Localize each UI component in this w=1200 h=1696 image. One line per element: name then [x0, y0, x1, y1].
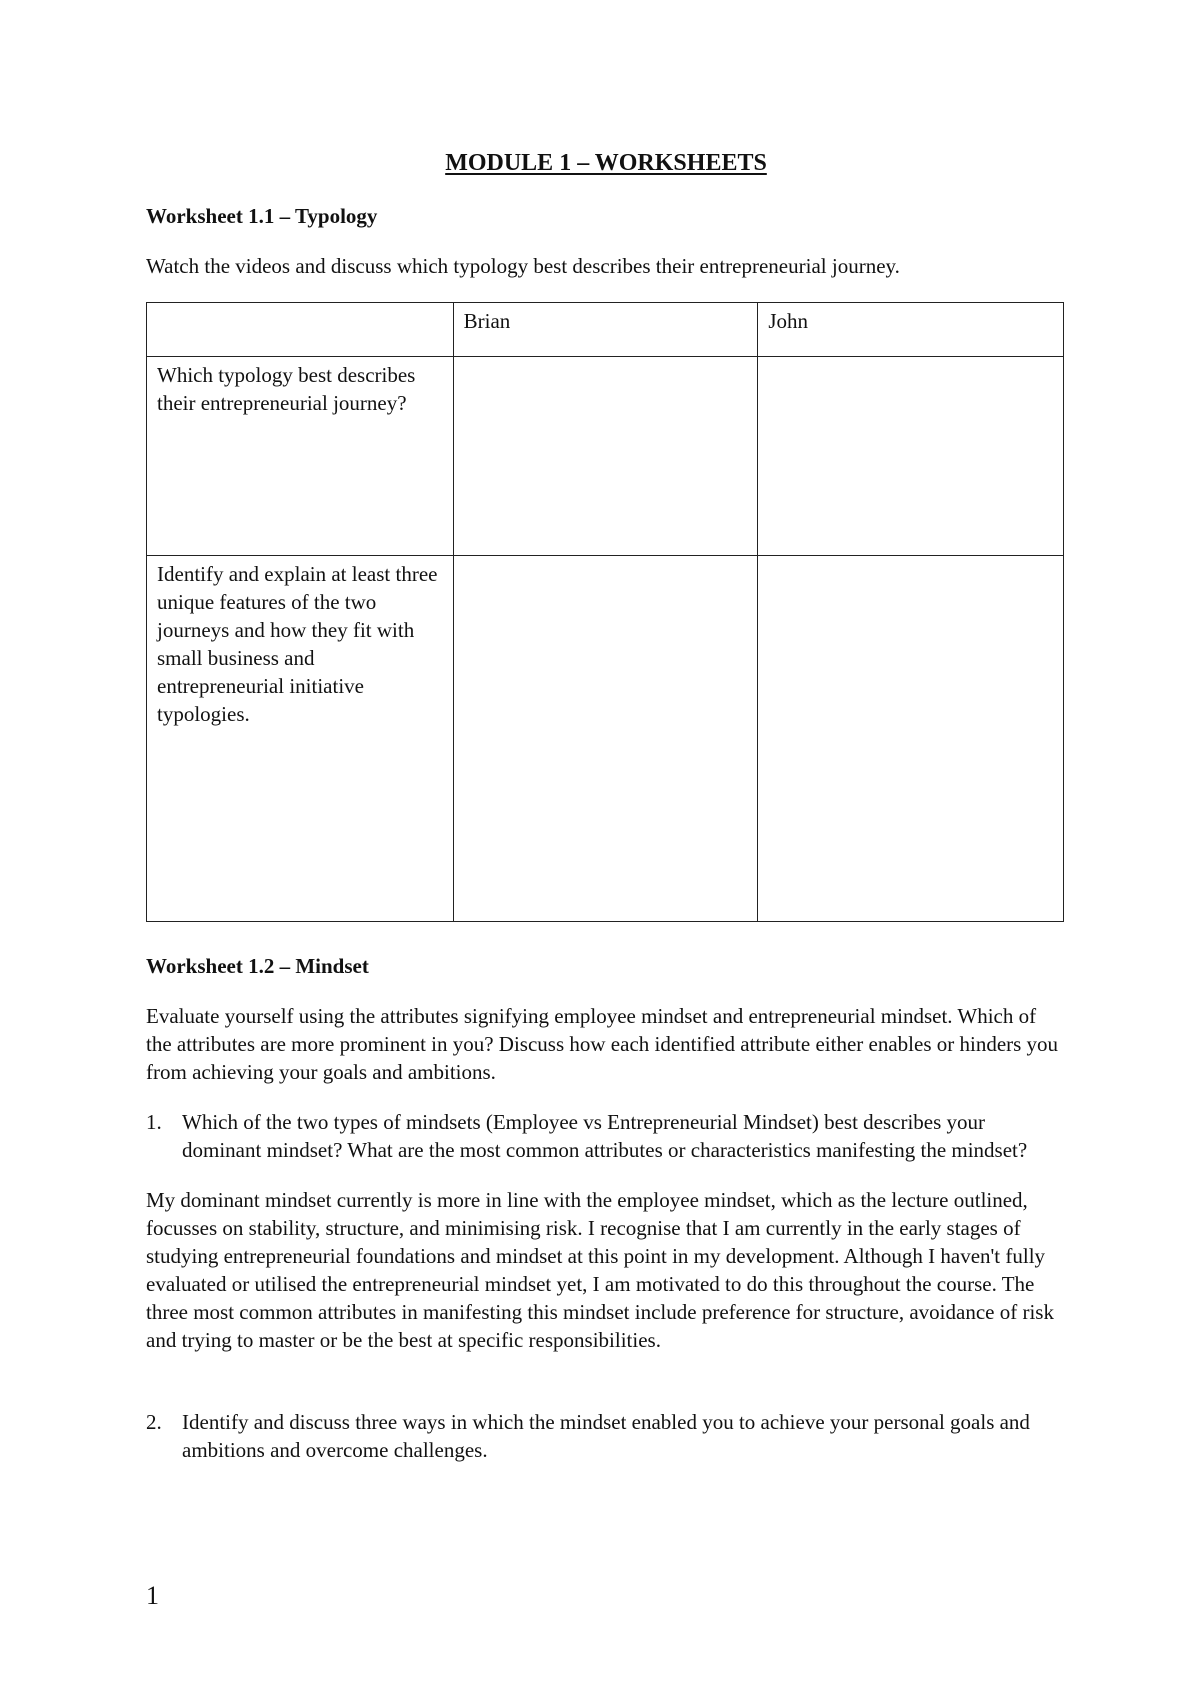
answer-cell-john-features[interactable]	[758, 556, 1064, 922]
table-row	[147, 357, 1064, 556]
header-cell-john: John	[758, 303, 1064, 357]
page-number: 1	[146, 1581, 159, 1610]
question-cell-typology: Which typology best describes their entrepreneurial journey?	[147, 357, 454, 556]
question-number: 1.	[146, 1110, 162, 1134]
header-cell-brian: Brian	[453, 303, 758, 357]
worksheet-1-1-instruction: Watch the videos and discuss which typology best describes their entrepreneurial journey.	[146, 254, 900, 278]
worksheet-1-1-heading: Worksheet 1.1 – Typology	[146, 204, 378, 228]
table-header-row	[147, 303, 1064, 357]
answer-paragraph-1: My dominant mindset currently is more in line with the employee mindset, which as the lecture outlined, focusses on stability, structure, and minimising risk. I recognise that I am currently in the early stages of studying entrepreneurial foundations and mindset at this point in my development. Although I haven't fully evaluated or utilised the entrepreneurial mindset yet, I am motivated to do this throughout the course. The three most common attributes in manifesting this mindset include preference for structure, avoidance of risk and trying to master or be the best at specific responsibilities.	[146, 1188, 1054, 1352]
answer-cell-brian-features[interactable]	[453, 556, 758, 922]
answer-cell-brian-typology[interactable]	[453, 357, 758, 556]
question-item-2	[146, 1408, 1066, 1464]
question-cell-features: Identify and explain at least three unique features of the two journeys and how they fit with small business and entrepreneurial initiative typologies.	[147, 556, 454, 922]
question-text: Identify and discuss three ways in which the mindset enabled you to achieve your personal goals and ambitions and overcome challenges.	[182, 1410, 1030, 1462]
page-content	[146, 146, 1066, 1486]
document-title: MODULE 1 – WORKSHEETS	[445, 150, 767, 176]
worksheet-1-2-heading: Worksheet 1.2 – Mindset	[146, 954, 369, 978]
header-cell-empty	[147, 303, 454, 357]
answer-cell-john-typology[interactable]	[758, 357, 1064, 556]
worksheet-1-2-instruction: Evaluate yourself using the attributes signifying employee mindset and entrepreneurial mindset. Which of the attributes are more prominent in you? Discuss how each identified attribute either enables or hinders you from achieving your goals and ambitions.	[146, 1004, 1059, 1084]
table-row	[147, 556, 1064, 922]
typology-table	[146, 302, 1064, 922]
question-number: 2.	[146, 1410, 162, 1434]
question-text: Which of the two types of mindsets (Employee vs Entrepreneurial Mindset) best describes your dominant mindset? What are the most common attributes or characteristics manifesting the mindset?	[182, 1110, 1028, 1162]
question-item-1	[146, 1108, 1066, 1164]
